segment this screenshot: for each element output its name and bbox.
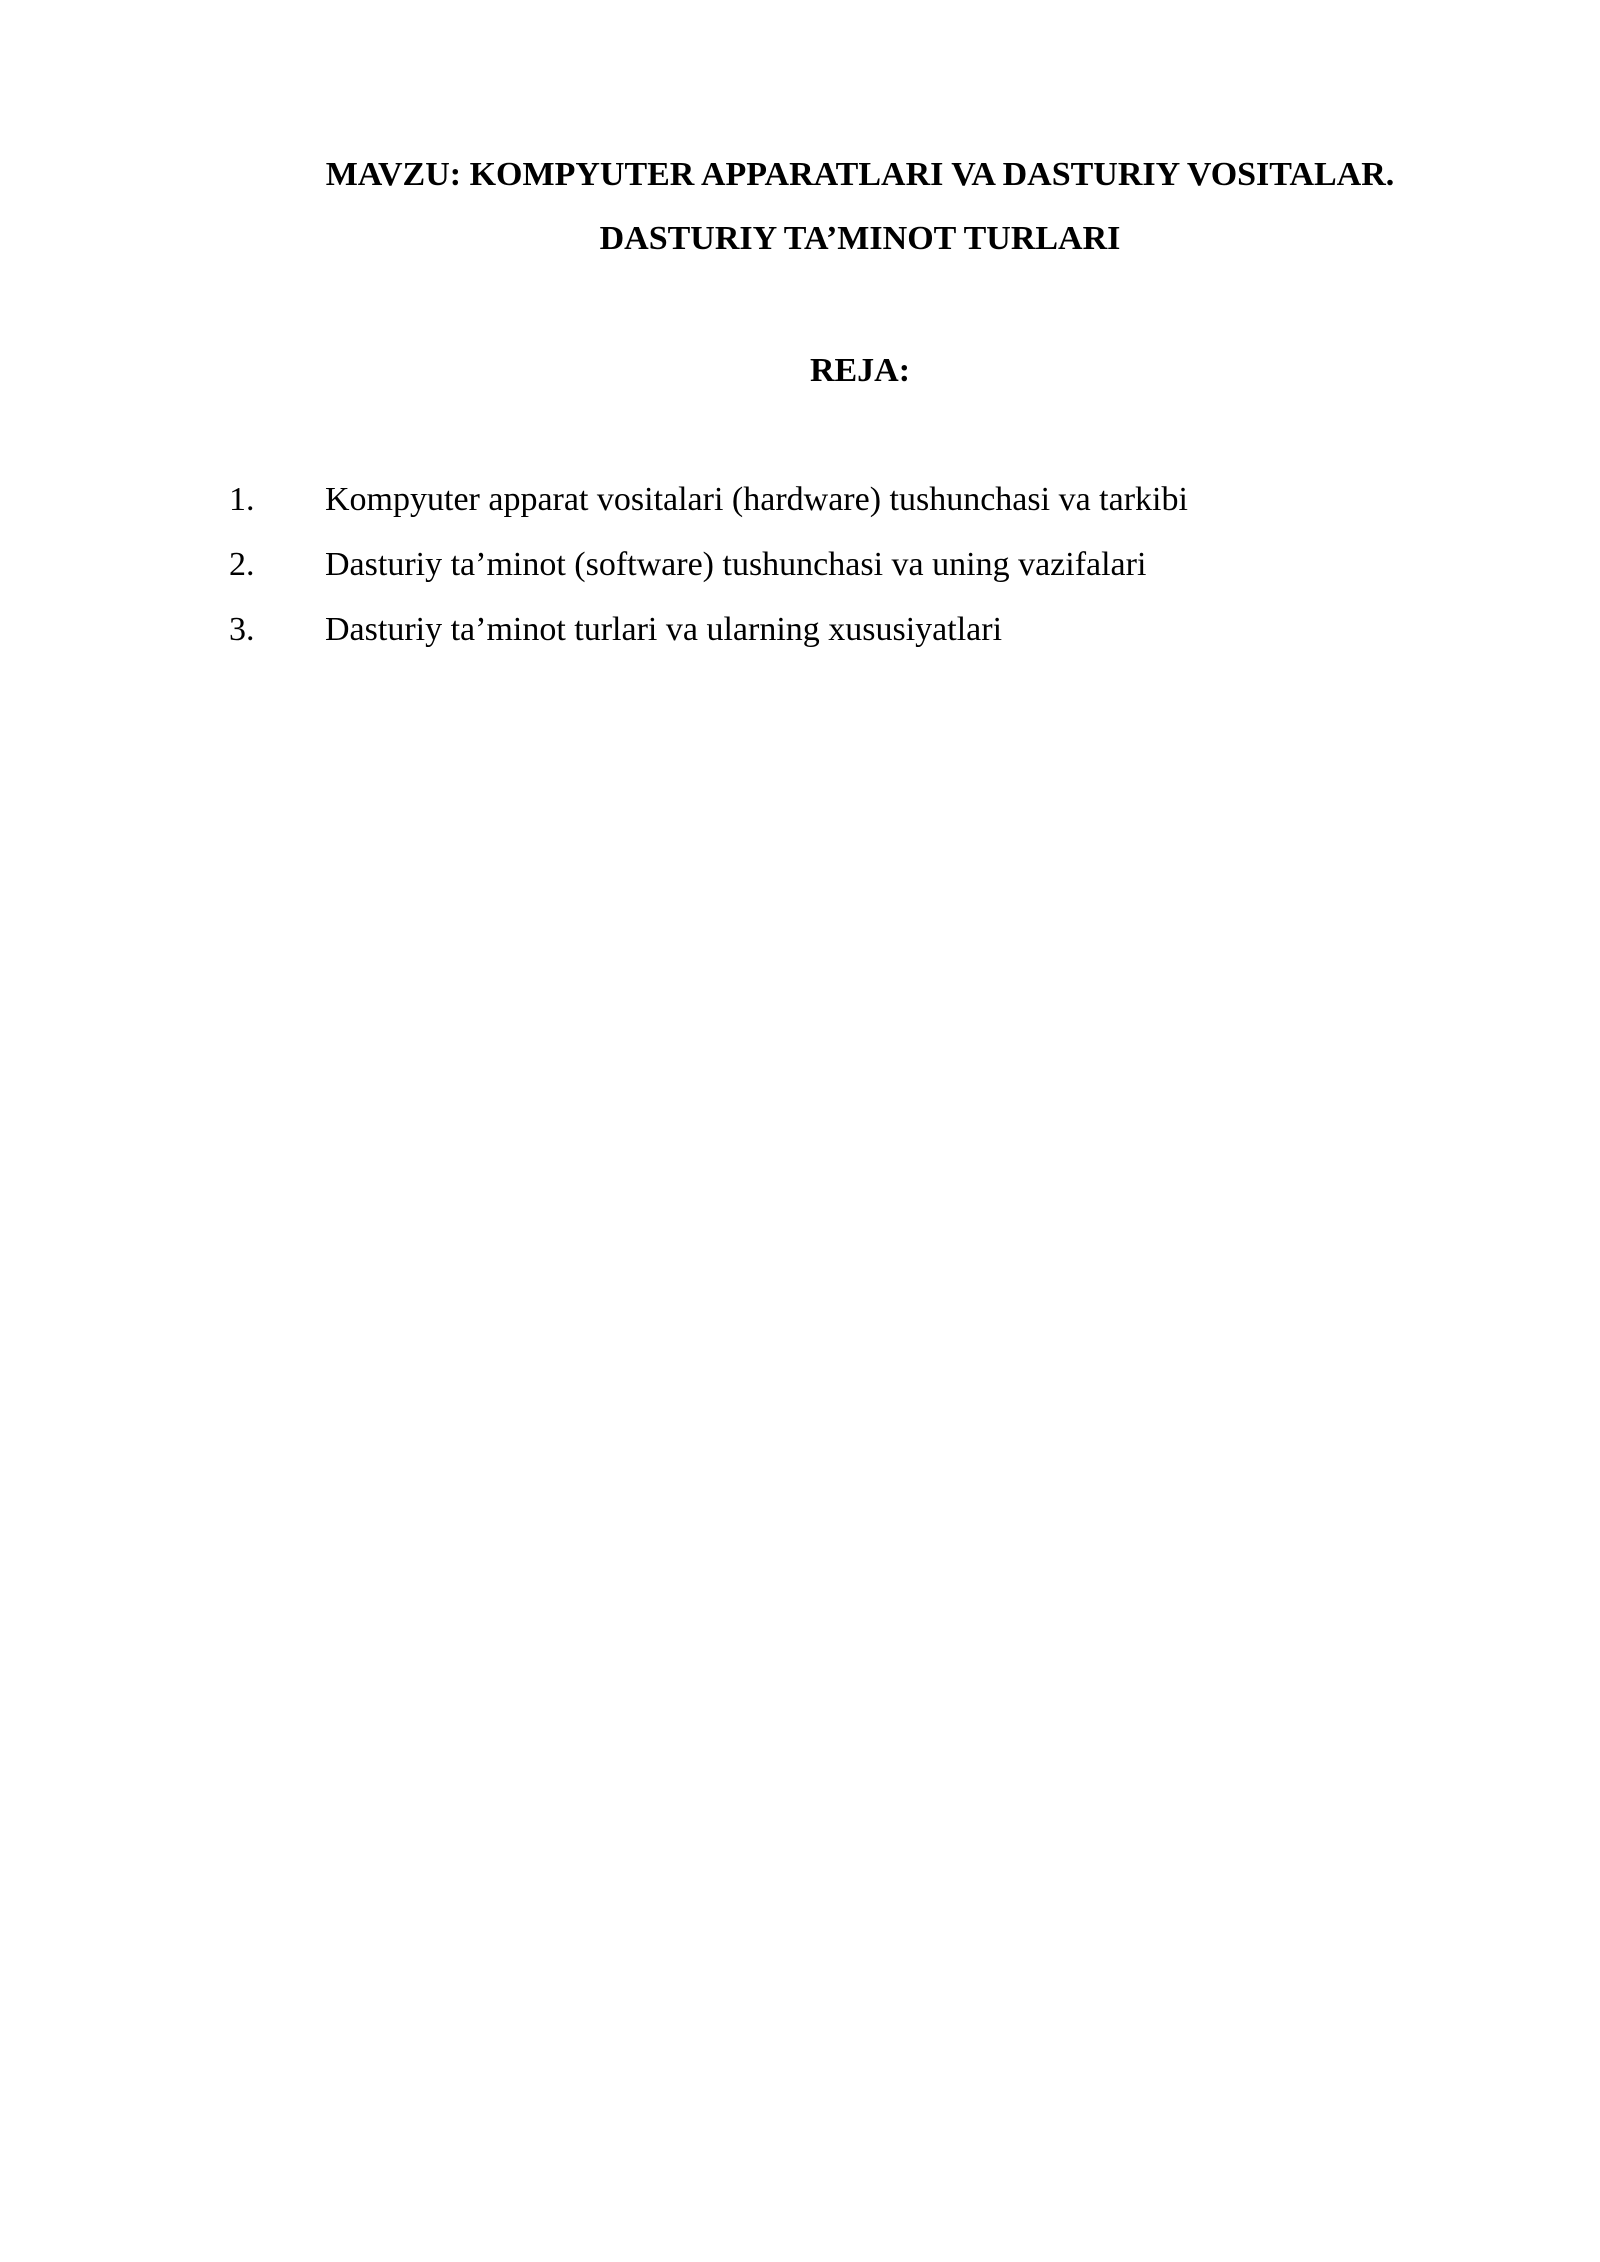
plan-item	[0, 480, 1600, 545]
plan-item-text: Kompyuter apparat vositalari (hardware) tushunchasi va tarkibi	[325, 481, 1188, 518]
plan-item	[0, 610, 1600, 675]
document-title-line-1: MAVZU: KOMPYUTER APPARATLARI VA DASTURIY VOSITALAR.	[325, 156, 1395, 193]
plan-heading: REJA:	[809, 352, 911, 389]
document-title-line-2: DASTURIY TA’MINOT TURLARI	[599, 220, 1121, 257]
plan-item	[0, 545, 1600, 610]
plan-item-text: Dasturiy ta’minot (software) tushunchasi va uning vazifalari	[325, 546, 1147, 583]
plan-item-number: 2.	[229, 546, 255, 583]
plan-item-number: 1.	[229, 481, 255, 518]
plan-item-number: 3.	[229, 611, 255, 648]
plan-item-text: Dasturiy ta’minot turlari va ularning xususiyatlari	[325, 611, 1003, 648]
plan-list	[0, 480, 1600, 675]
